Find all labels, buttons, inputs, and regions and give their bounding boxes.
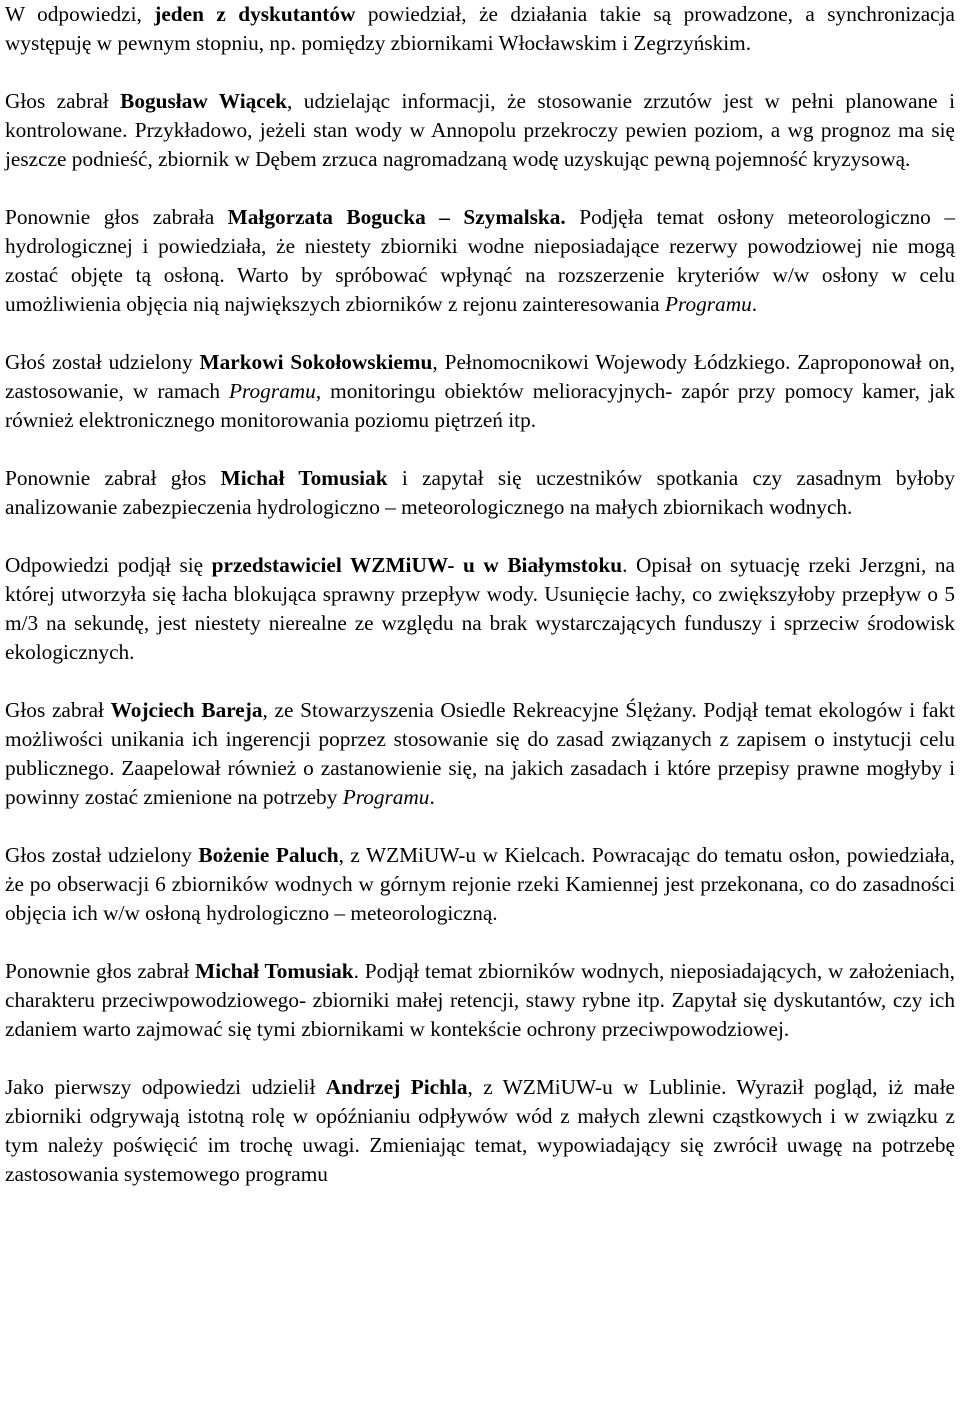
speaker-name: Małgorzata Bogucka – Szymalska. [227,205,566,229]
text-run: . [751,292,758,316]
program-term: Programu [664,292,752,316]
speaker-name: Andrzej Pichla [325,1075,468,1099]
text-run: Głos został udzielony [5,843,199,867]
text-run: , z WZMiUW-u w Lublinie. Wyraził pogląd, iż małe zbiorniki odgrywają istotną rolę w opóźnianiu odpływów wód z małych zlewni cząstkowych i w związku z tym należy poświęcić im trochę uwagi. Zmieniając temat, wypowiadający się zwrócił uwagę na potrzebę zastosowania systemowego programu [5,1075,955,1186]
paragraph [5,1073,955,1189]
text-run: Ponownie zabrał głos [5,466,221,490]
speaker-name: przedstawiciel WZMiUW- u w Białymstoku [211,553,623,577]
speaker-name: Wojciech Bareja [110,698,263,722]
text-run: , udzielając informacji, że stosowanie zrzutów jest w pełni planowane i kontrolowane. Przykładowo, jeżeli stan wody w Annopolu przekroczy pewien poziom, a wg prognoz ma się jeszcze podnieść, zbiornik w Dębem zrzuca nagromadzaną wodę uzyskując pewną pojemność kryzysową. [5,89,956,171]
paragraph [5,0,955,58]
document-page [5,0,955,1189]
text-run: , Pełnomocnikowi Wojewody Łódzkiego. Zaproponował on, zastosowanie, w ramach [5,350,955,403]
text-run: powiedział, że działania takie są prowadzone, a synchronizacja występuję w pewnym stopniu, np. pomiędzy zbiornikami Włocławskim i Zegrzyńskim. [5,2,955,55]
text-run: , monitoringu obiektów melioracyjnych- zapór przy pomocy kamer, jak również elektronicznego monitorowania poziomu piętrzeń itp. [5,379,955,432]
text-run: , ze Stowarzyszenia Osiedle Rekreacyjne Ślężany. Podjął temat ekologów i fakt możliwości unikania ich ingerencji poprzez stosowanie się do zasad związanych z zapisem o instytucji celu publicznego. Zaapelował również o zastanowienie się, na jakich zasadach i które przepisy prawne mogłyby i powinny zostać zmienione na potrzeby [5,698,956,809]
text-run: . Opisał on sytuację rzeki Jerzgni, na której utworzyła się łacha blokująca sprawny przepływ wody. Usunięcie łachy, co zwiększyłoby przepływ o 5 m/3 na sekundę, jest niestety nierealne ze względu na brak wystarczających funduszy i sprzeciw środowisk ekologicznych. [5,553,955,664]
speaker-name: Michał Tomusiak [220,466,388,490]
text-run: Podjęła temat osłony meteorologiczno – hydrologicznej i powiedziała, że niestety zbiorniki wodne nieposiadające rezerwy powodziowej nie mogą zostać objęte tą osłoną. Warto by spróbować wpłynąć na rozszerzenie kryteriów w/w osłony w celu umożliwienia objęcia nią największych zbiorników z rejonu zainteresowania [5,205,955,316]
text-run: i zapytał się uczestników spotkania czy zasadnym byłoby analizowanie zabezpieczenia hydrologiczno – meteorologicznego na małych zbiornikach wodnych. [5,466,955,519]
paragraph [5,464,955,522]
text-run: Odpowiedzi podjął się [5,553,212,577]
paragraph [5,841,955,928]
speaker-name: Bogusław Wiącek [120,89,288,113]
paragraph [5,87,955,174]
text-run: . Podjął temat zbiorników wodnych, nieposiadających, w założeniach, charakteru przeciwpowodziowego- zbiorniki małej retencji, stawy rybne itp. Zapytał się dyskutantów, czy ich zdaniem warto zajmować się tymi zbiornikami w kontekście ochrony przeciwpowodziowej. [5,959,955,1041]
text-run: W odpowiedzi, [5,2,155,26]
program-term: Programu [342,785,430,809]
text-run: Ponownie głos zabrał [5,959,196,983]
speaker-name: Markowi Sokołowskiemu [199,350,433,374]
program-term: Programu [229,379,316,403]
text-run: Głos zabrał [5,89,121,113]
text-run: . [429,785,435,809]
speaker-name: Bożenie Paluch [198,843,339,867]
speaker-name: Michał Tomusiak [195,959,354,983]
text-run: , z WZMiUW-u w Kielcach. Powracając do tematu osłon, powiedziała, że po obserwacji 6 zbiorników wodnych w górnym rejonie rzeki Kamiennej jest przekonana, co do zasadności objęcia ich w/w osłoną hydrologiczno – meteorologiczną. [5,843,955,925]
paragraph [5,957,955,1044]
text-run: Ponownie głos zabrała [5,205,228,229]
text-run: Głos zabrał [5,698,111,722]
speaker-name: jeden z dyskutantów [154,2,356,26]
paragraph [5,203,955,319]
text-run: Jako pierwszy odpowiedzi udzielił [5,1075,326,1099]
text-run: Głoś został udzielony [5,350,200,374]
paragraph [5,348,955,435]
paragraph [5,696,955,812]
paragraph [5,551,955,667]
